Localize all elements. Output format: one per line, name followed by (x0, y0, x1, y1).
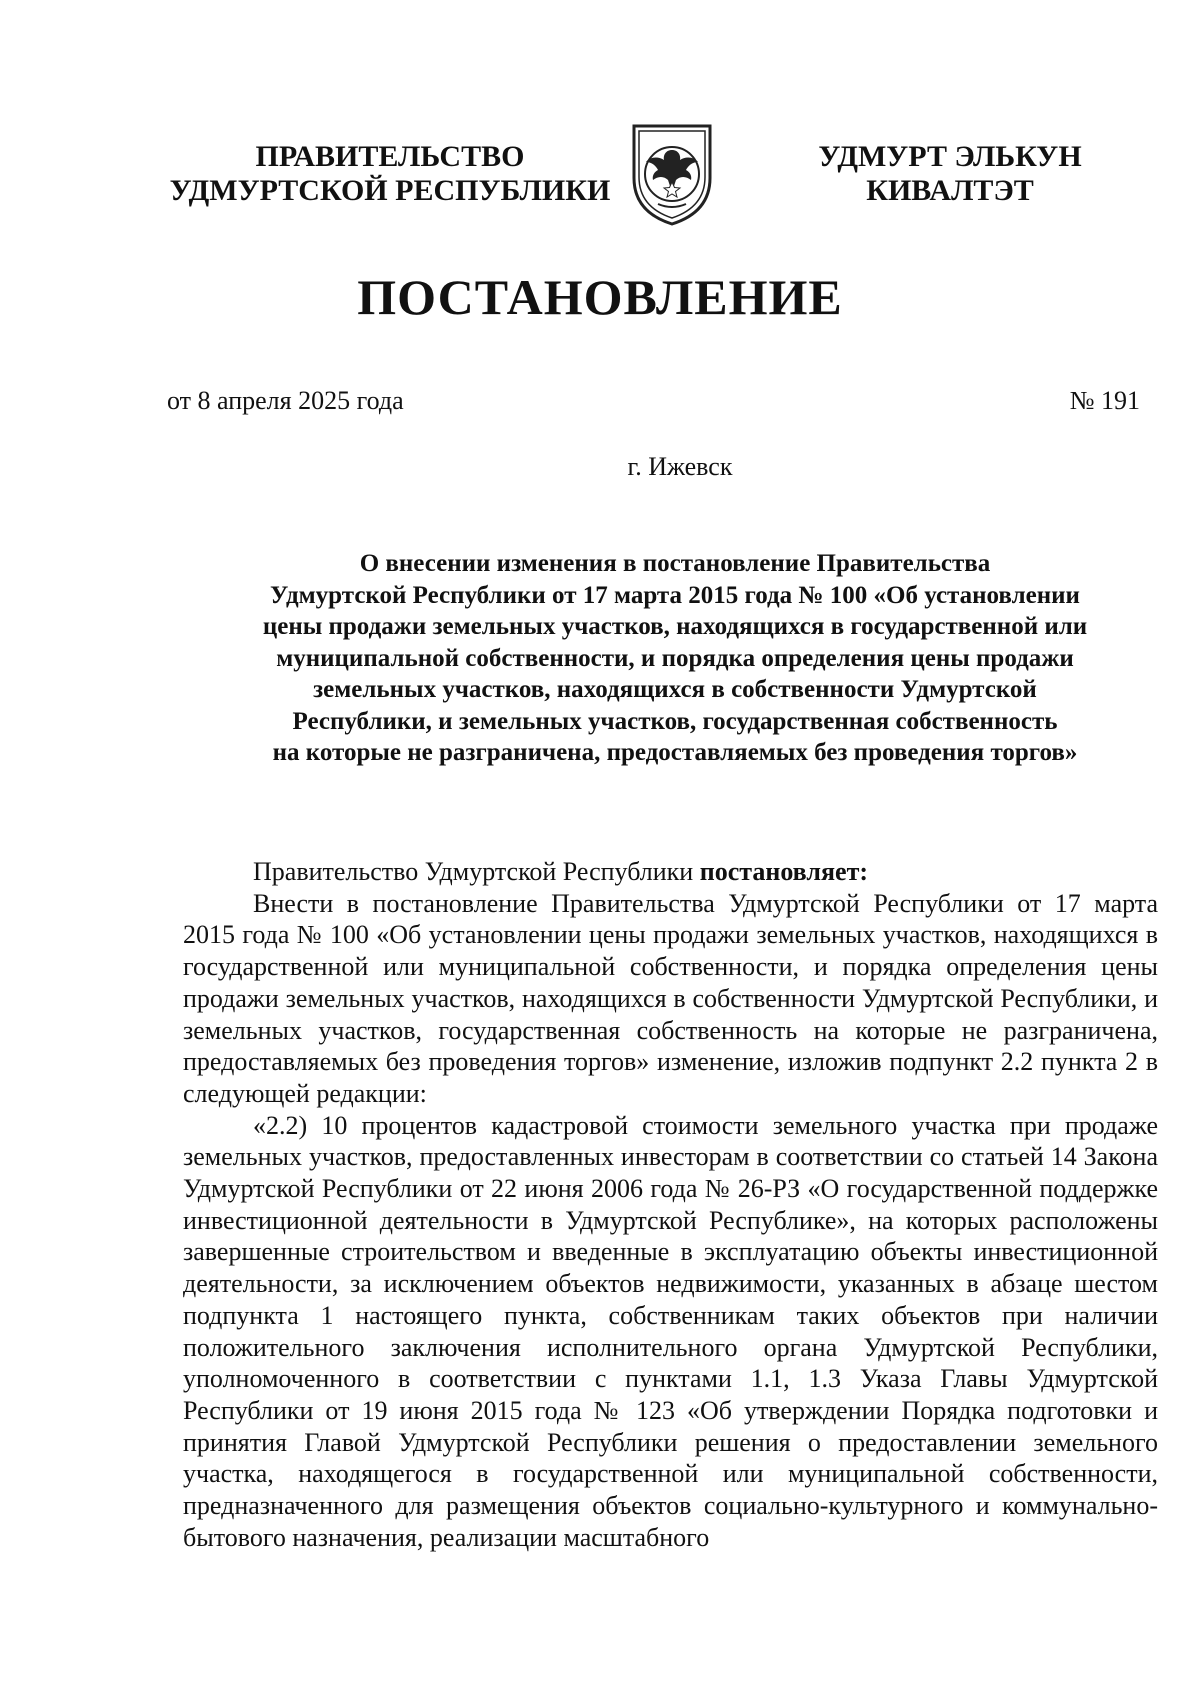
amendment-paragraph: Внести в постановление Правительства Удмуртской Республики от 17 марта 2015 года № 100 «Об установлении цены продажи земельных участков, находящихся в государственной или муниципальной собственности, и порядка определения цены продажи земельных участков, находящихся в собственности Удмуртской Республики, и земельных участков, государственная собственность на которые не разграничена, предоставляемых без проведения торгов» изменение, изложив подпункт 2.2 пункта 2 в следующей редакции: (183, 888, 1158, 1108)
title-line: на которые не разграничена, предоставляемых без проведения торгов» (272, 739, 1078, 766)
government-name-line: УДМУРТСКОЙ РЕСПУБЛИКИ (169, 174, 611, 207)
title-line: цены продажи земельных участков, находящихся в государственной или (262, 613, 1088, 640)
document-date: от 8 апреля 2025 года (167, 386, 404, 415)
resolution-keyword: постановляет: (699, 857, 868, 886)
document-header (0, 140, 1200, 240)
title-line: Удмуртской Республики от 17 марта 2015 года № 100 «Об установлении (270, 581, 1080, 609)
subclause-paragraph: «2.2) 10 процентов кадастровой стоимости земельного участка при продаже земельных участков, предоставленных инвесторам в соответствии со статьей 14 Закона Удмуртской Республики от 22 июня 2006 года № 26-РЗ «О государственной поддержке инвестиционной деятельности в Удмуртской Республике», на которых расположены завершенные строительством и введенные в эксплуатацию объекты инвестиционной деятельности, за исключением объектов недвижимости, указанных в абзаце шестом подпункта 1 настоящего пункта, собственникам таких объектов при наличии положительного заключения исполнительного органа Удмуртской Республики, уполномоченного в соответствии с пунктами 1.1, 1.3 Указа Главы Удмуртской Республики от 19 июня 2015 года № 123 «Об утверждении Порядка подготовки и принятия Главой Удмуртской Республики решения о предоставлении земельного участка, находящегося в государственной или муниципальной собственности, предназначенного для размещения объектов социально-культурного и коммунально-бытового назначения, реализации масштабного (183, 1110, 1158, 1552)
resolution-intro-paragraph (183, 856, 1158, 888)
government-name-line: КИВАЛТЭТ (866, 174, 1034, 207)
title-line: земельных участков, находящихся в собственности Удмуртской (313, 676, 1037, 703)
resolution-intro-text: Правительство Удмуртской Республики (253, 857, 700, 886)
title-line: муниципальной собственности, и порядка определения цены продажи (276, 644, 1074, 672)
document-number: № 191 (1069, 386, 1140, 415)
government-name-line: ПРАВИТЕЛЬСТВО (255, 140, 525, 173)
document-body (183, 856, 1158, 1553)
government-name-line: УДМУРТ ЭЛЬКУН (818, 140, 1082, 173)
document-city: г. Ижевск (627, 452, 733, 481)
title-line: Республики, и земельных участков, государственная собственность (292, 707, 1058, 735)
government-name-russian (160, 140, 620, 208)
document-type-heading: ПОСТАНОВЛЕНИЕ (357, 269, 843, 325)
document-title (190, 548, 1160, 769)
title-line: О внесении изменения в постановление Правительства (359, 550, 991, 577)
government-name-udmurt (800, 140, 1100, 208)
udmurt-coat-of-arms-icon (628, 120, 716, 228)
